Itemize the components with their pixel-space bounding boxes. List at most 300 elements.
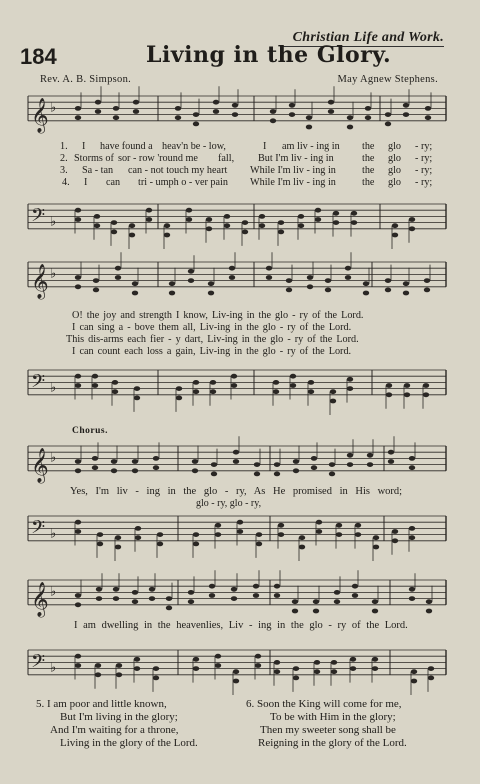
lyric-word: tri - umph o - ver pain bbox=[138, 177, 228, 188]
note-head bbox=[153, 465, 159, 470]
note-head bbox=[293, 459, 299, 464]
note-head bbox=[316, 529, 322, 534]
note-head bbox=[392, 233, 398, 238]
note-head bbox=[242, 230, 248, 235]
lyric-word: I bbox=[84, 177, 88, 188]
note-head bbox=[385, 278, 391, 283]
note-head bbox=[132, 459, 138, 464]
note-head bbox=[425, 115, 431, 120]
lyric-word: While I'm liv - ing in bbox=[250, 165, 336, 176]
note-head bbox=[254, 472, 260, 477]
note-head bbox=[96, 587, 102, 592]
note-head bbox=[259, 223, 265, 228]
note-head bbox=[208, 291, 214, 296]
note-head bbox=[164, 233, 170, 238]
note-head bbox=[293, 676, 299, 681]
note-head bbox=[92, 465, 98, 470]
note-head bbox=[233, 669, 239, 674]
note-head bbox=[392, 538, 398, 543]
note-head bbox=[308, 380, 314, 385]
note-head bbox=[92, 374, 98, 379]
note-head bbox=[209, 584, 215, 589]
note-head bbox=[224, 214, 230, 219]
note-head bbox=[97, 542, 103, 547]
note-head bbox=[355, 523, 361, 528]
lyric-word: am liv - ing in bbox=[282, 141, 340, 152]
note-head bbox=[192, 468, 198, 473]
note-head bbox=[409, 217, 415, 222]
note-head bbox=[331, 669, 337, 674]
note-head bbox=[325, 278, 331, 283]
lyric-word: heav'n be - low, bbox=[162, 141, 226, 152]
bass-clef: 𝄢 bbox=[31, 517, 46, 543]
note-head bbox=[229, 266, 235, 271]
note-head bbox=[289, 103, 295, 108]
note-head bbox=[273, 389, 279, 394]
note-head bbox=[409, 526, 415, 531]
lyric-word: - ry; bbox=[415, 153, 433, 164]
note-head bbox=[95, 109, 101, 114]
lyricist-credit: Rev. A. B. Simpson. bbox=[40, 74, 132, 85]
note-head bbox=[193, 112, 199, 117]
note-head bbox=[352, 584, 358, 589]
note-head bbox=[292, 599, 298, 604]
note-head bbox=[345, 266, 351, 271]
note-head bbox=[386, 392, 392, 397]
treble-clef: 𝄞 bbox=[31, 581, 49, 617]
note-head bbox=[113, 115, 119, 120]
note-head bbox=[188, 599, 194, 604]
verse-number: 3. bbox=[60, 165, 68, 176]
note-head bbox=[115, 266, 121, 271]
note-head bbox=[175, 115, 181, 120]
note-head bbox=[363, 291, 369, 296]
note-head bbox=[95, 663, 101, 668]
note-head bbox=[351, 211, 357, 216]
note-head bbox=[425, 106, 431, 111]
note-head bbox=[134, 657, 140, 662]
lyric-word: can bbox=[106, 177, 121, 188]
note-head bbox=[293, 468, 299, 473]
hymn-title: Living in the Glory. bbox=[146, 42, 392, 68]
flat-key-signature: ♭ bbox=[50, 450, 57, 466]
note-head bbox=[256, 542, 262, 547]
note-head bbox=[266, 275, 272, 280]
note-head bbox=[278, 532, 284, 537]
flat-key-signature: ♭ bbox=[50, 380, 57, 396]
note-head bbox=[75, 115, 81, 120]
note-head bbox=[206, 217, 212, 222]
note-head bbox=[229, 275, 235, 280]
note-head bbox=[311, 465, 317, 470]
note-head bbox=[75, 208, 81, 213]
note-head bbox=[188, 590, 194, 595]
chorus-label: Chorus. bbox=[72, 426, 108, 436]
lyric-word: glo bbox=[388, 141, 402, 152]
note-head bbox=[256, 532, 262, 537]
stanza-line: Reigning in the glory of the Lord. bbox=[258, 737, 407, 749]
chorus-line-1: Yes, I'm liv - ing in the glo - ry, As He promised in His word; bbox=[70, 486, 403, 497]
stanza-line: But I'm living in the glory; bbox=[60, 711, 178, 723]
note-head bbox=[96, 596, 102, 601]
stanza-5 bbox=[36, 698, 198, 750]
note-head bbox=[409, 596, 415, 601]
note-head bbox=[237, 529, 243, 534]
verse-2-line: I can sing a - bove them all, Liv-ing in the glo - ry of the Lord. bbox=[72, 322, 352, 333]
note-head bbox=[112, 380, 118, 385]
note-head bbox=[157, 542, 163, 547]
note-head bbox=[424, 288, 430, 293]
note-head bbox=[350, 657, 356, 662]
note-head bbox=[315, 208, 321, 213]
note-head bbox=[94, 223, 100, 228]
note-head bbox=[423, 383, 429, 388]
bass-clef: 𝄢 bbox=[31, 651, 46, 677]
note-head bbox=[351, 220, 357, 225]
note-head bbox=[232, 112, 238, 117]
note-head bbox=[367, 453, 373, 458]
note-head bbox=[93, 278, 99, 283]
note-head bbox=[111, 468, 117, 473]
note-head bbox=[365, 115, 371, 120]
note-head bbox=[132, 291, 138, 296]
bass-clef: 𝄢 bbox=[31, 205, 46, 231]
note-head bbox=[97, 532, 103, 537]
note-head bbox=[385, 288, 391, 293]
note-head bbox=[424, 278, 430, 283]
lyric-word: While I'm liv - ing in bbox=[250, 177, 336, 188]
note-head bbox=[134, 396, 140, 401]
note-head bbox=[270, 118, 276, 123]
note-head bbox=[373, 535, 379, 540]
note-head bbox=[210, 389, 216, 394]
note-head bbox=[347, 377, 353, 382]
note-head bbox=[347, 115, 353, 120]
note-head bbox=[293, 666, 299, 671]
note-head bbox=[233, 450, 239, 455]
note-head bbox=[193, 542, 199, 547]
note-head bbox=[176, 396, 182, 401]
note-head bbox=[350, 666, 356, 671]
verse-number: 2. bbox=[60, 153, 68, 164]
note-head bbox=[308, 389, 314, 394]
stanza-line: To be with Him in the glory; bbox=[270, 711, 396, 723]
note-head bbox=[133, 100, 139, 105]
flat-key-signature: ♭ bbox=[50, 214, 57, 230]
note-head bbox=[132, 590, 138, 595]
note-head bbox=[75, 654, 81, 659]
note-head bbox=[403, 291, 409, 296]
lyric-word: fall, bbox=[218, 153, 235, 164]
note-head bbox=[334, 590, 340, 595]
note-head bbox=[392, 223, 398, 228]
note-head bbox=[253, 584, 259, 589]
note-head bbox=[193, 389, 199, 394]
note-head bbox=[153, 456, 159, 461]
note-head bbox=[278, 230, 284, 235]
note-head bbox=[372, 657, 378, 662]
note-head bbox=[95, 100, 101, 105]
note-head bbox=[75, 374, 81, 379]
note-head bbox=[409, 535, 415, 540]
note-head bbox=[75, 275, 81, 280]
note-head bbox=[75, 593, 81, 598]
stanza-line: 5. I am poor and little known, bbox=[36, 698, 167, 710]
note-head bbox=[211, 472, 217, 477]
note-head bbox=[409, 456, 415, 461]
lyric-word: glo bbox=[388, 153, 402, 164]
note-head bbox=[315, 217, 321, 222]
note-head bbox=[146, 208, 152, 213]
note-head bbox=[330, 399, 336, 404]
note-head bbox=[270, 109, 276, 114]
note-head bbox=[175, 106, 181, 111]
note-head bbox=[372, 666, 378, 671]
note-head bbox=[373, 545, 379, 550]
note-head bbox=[411, 669, 417, 674]
note-head bbox=[274, 593, 280, 598]
note-head bbox=[298, 223, 304, 228]
note-head bbox=[113, 587, 119, 592]
note-head bbox=[329, 462, 335, 467]
note-head bbox=[94, 214, 100, 219]
note-head bbox=[237, 520, 243, 525]
treble-clef: 𝄞 bbox=[31, 447, 49, 483]
note-head bbox=[208, 281, 214, 286]
lyric-word: - ry; bbox=[415, 165, 433, 176]
stanza-line: 6. Soon the King will come for me, bbox=[246, 698, 402, 710]
note-head bbox=[392, 529, 398, 534]
stanza-line: Then my sweeter song shall be bbox=[260, 724, 396, 736]
note-head bbox=[347, 453, 353, 458]
note-head bbox=[116, 663, 122, 668]
note-head bbox=[206, 226, 212, 231]
treble-clef: 𝄞 bbox=[31, 263, 49, 299]
note-head bbox=[314, 669, 320, 674]
note-head bbox=[149, 596, 155, 601]
note-head bbox=[253, 593, 259, 598]
note-head bbox=[274, 472, 280, 477]
note-head bbox=[215, 523, 221, 528]
note-head bbox=[254, 462, 260, 467]
note-head bbox=[231, 374, 237, 379]
lyric-word: have found a bbox=[100, 141, 153, 152]
note-head bbox=[210, 380, 216, 385]
note-head bbox=[134, 666, 140, 671]
note-head bbox=[311, 456, 317, 461]
flat-key-signature: ♭ bbox=[50, 584, 57, 600]
note-head bbox=[93, 288, 99, 293]
note-head bbox=[255, 654, 261, 659]
note-head bbox=[75, 106, 81, 111]
chorus-line-1-alt: glo - ry, glo - ry, bbox=[196, 498, 262, 509]
hymn-number: 184 bbox=[20, 44, 57, 69]
note-head bbox=[135, 535, 141, 540]
lyric-word: can - not touch my heart bbox=[128, 165, 228, 176]
note-head bbox=[135, 526, 141, 531]
note-head bbox=[365, 106, 371, 111]
note-head bbox=[115, 545, 121, 550]
note-head bbox=[233, 679, 239, 684]
note-head bbox=[330, 389, 336, 394]
note-head bbox=[75, 520, 81, 525]
note-head bbox=[347, 462, 353, 467]
note-head bbox=[298, 214, 304, 219]
note-head bbox=[334, 599, 340, 604]
note-head bbox=[166, 596, 172, 601]
verse-number: 4. bbox=[62, 177, 70, 188]
note-head bbox=[231, 383, 237, 388]
note-head bbox=[404, 383, 410, 388]
note-head bbox=[274, 660, 280, 665]
note-head bbox=[306, 115, 312, 120]
note-head bbox=[111, 459, 117, 464]
lyric-word: the bbox=[362, 153, 375, 164]
note-head bbox=[274, 584, 280, 589]
section-title: Christian Life and Work. bbox=[292, 30, 444, 45]
verse-1-line: O! the joy and strength I know, Liv-ing in the glo - ry of the Lord. bbox=[72, 310, 364, 321]
note-head bbox=[75, 602, 81, 607]
note-head bbox=[333, 211, 339, 216]
note-head bbox=[274, 669, 280, 674]
note-head bbox=[299, 535, 305, 540]
note-head bbox=[328, 109, 334, 114]
note-head bbox=[115, 275, 121, 280]
note-head bbox=[386, 383, 392, 388]
flat-key-signature: ♭ bbox=[50, 660, 57, 676]
note-head bbox=[336, 523, 342, 528]
note-head bbox=[115, 535, 121, 540]
note-head bbox=[153, 666, 159, 671]
note-head bbox=[193, 657, 199, 662]
note-head bbox=[169, 281, 175, 286]
lyric-word: glo bbox=[388, 177, 402, 188]
note-head bbox=[388, 459, 394, 464]
stanza-6 bbox=[246, 698, 407, 750]
lyric-word: the bbox=[362, 165, 375, 176]
note-head bbox=[211, 462, 217, 467]
note-head bbox=[149, 587, 155, 592]
note-head bbox=[132, 281, 138, 286]
note-head bbox=[316, 520, 322, 525]
note-head bbox=[403, 112, 409, 117]
note-head bbox=[166, 606, 172, 611]
lyric-word: glo bbox=[388, 165, 402, 176]
note-head bbox=[176, 386, 182, 391]
note-head bbox=[95, 672, 101, 677]
treble-clef: 𝄞 bbox=[31, 97, 49, 133]
note-head bbox=[278, 220, 284, 225]
note-head bbox=[428, 676, 434, 681]
lyric-word: I bbox=[263, 141, 267, 152]
lyric-word: the bbox=[362, 141, 375, 152]
note-head bbox=[169, 291, 175, 296]
note-head bbox=[313, 599, 319, 604]
note-head bbox=[75, 459, 81, 464]
note-head bbox=[426, 599, 432, 604]
note-head bbox=[116, 672, 122, 677]
note-head bbox=[329, 472, 335, 477]
note-head bbox=[372, 609, 378, 614]
note-head bbox=[75, 529, 81, 534]
note-head bbox=[307, 284, 313, 289]
note-head bbox=[188, 269, 194, 274]
note-head bbox=[193, 532, 199, 537]
chorus-line-2: I am dwelling in the heavenlies, Liv - ing in the glo - ry of the Lord. bbox=[74, 620, 408, 631]
note-head bbox=[347, 386, 353, 391]
note-head bbox=[299, 545, 305, 550]
note-head bbox=[215, 663, 221, 668]
note-head bbox=[289, 112, 295, 117]
note-head bbox=[307, 275, 313, 280]
note-head bbox=[333, 220, 339, 225]
note-head bbox=[409, 587, 415, 592]
note-head bbox=[186, 208, 192, 213]
note-head bbox=[75, 383, 81, 388]
note-head bbox=[404, 392, 410, 397]
note-head bbox=[215, 532, 221, 537]
note-head bbox=[336, 532, 342, 537]
note-head bbox=[193, 122, 199, 127]
verse-3-line: This dis-arms each fier - y dart, Liv-ing in the glo - ry of the Lord. bbox=[66, 334, 359, 345]
note-head bbox=[193, 666, 199, 671]
lyric-word: sor - row 'round me bbox=[118, 153, 198, 164]
note-head bbox=[286, 278, 292, 283]
note-head bbox=[188, 278, 194, 283]
note-head bbox=[290, 383, 296, 388]
note-head bbox=[355, 532, 361, 537]
note-head bbox=[292, 609, 298, 614]
verse-number: 1. bbox=[60, 141, 68, 152]
note-head bbox=[372, 599, 378, 604]
note-head bbox=[75, 663, 81, 668]
note-head bbox=[132, 468, 138, 473]
lyric-word: Sa - tan bbox=[82, 165, 114, 176]
note-head bbox=[231, 596, 237, 601]
note-head bbox=[286, 288, 292, 293]
note-head bbox=[428, 666, 434, 671]
note-head bbox=[385, 112, 391, 117]
bass-clef: 𝄢 bbox=[31, 371, 46, 397]
note-head bbox=[224, 223, 230, 228]
note-head bbox=[367, 462, 373, 467]
note-head bbox=[92, 383, 98, 388]
note-head bbox=[325, 288, 331, 293]
flat-key-signature: ♭ bbox=[50, 100, 57, 116]
note-head bbox=[153, 676, 159, 681]
note-head bbox=[409, 465, 415, 470]
note-head bbox=[331, 660, 337, 665]
lyric-word: But I'm liv - ing in bbox=[258, 153, 334, 164]
note-head bbox=[290, 374, 296, 379]
note-head bbox=[75, 217, 81, 222]
note-head bbox=[75, 284, 81, 289]
verse-4-line: I can count each loss a gain, Liv-ing in the glo - ry of the Lord. bbox=[72, 346, 352, 357]
note-head bbox=[242, 220, 248, 225]
note-head bbox=[385, 122, 391, 127]
note-head bbox=[314, 660, 320, 665]
note-head bbox=[111, 230, 117, 235]
note-head bbox=[266, 266, 272, 271]
flat-key-signature: ♭ bbox=[50, 526, 57, 542]
note-head bbox=[164, 223, 170, 228]
note-head bbox=[352, 593, 358, 598]
note-head bbox=[278, 523, 284, 528]
composer-credit: May Agnew Stephens. bbox=[337, 74, 438, 85]
lyric-word: the bbox=[362, 177, 375, 188]
note-head bbox=[426, 609, 432, 614]
note-head bbox=[193, 380, 199, 385]
